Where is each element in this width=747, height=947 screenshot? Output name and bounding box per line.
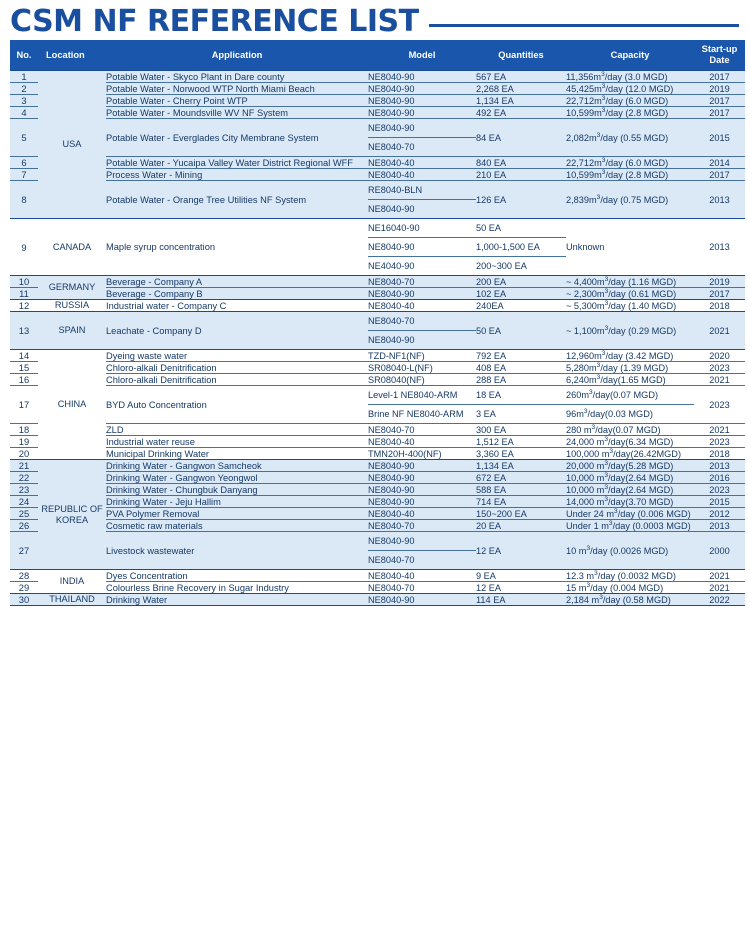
cell-no: 2	[10, 83, 38, 95]
cell-model: NE8040-70	[368, 520, 476, 532]
cell-quantities: 200 EA	[476, 276, 566, 288]
cell-application: ZLD	[106, 424, 368, 436]
cell-model	[368, 312, 476, 350]
table-row	[10, 288, 745, 300]
cell-startup-date: 2017	[694, 288, 745, 300]
cell-model: NE8040-40	[368, 436, 476, 448]
cell-quantities	[476, 386, 566, 424]
cell-capacity: Unknown	[566, 219, 694, 276]
table-row	[10, 424, 745, 436]
capacity-sub	[566, 386, 694, 423]
cell-application: Drinking Water	[106, 594, 368, 606]
cell-quantities: 1,134 EA	[476, 95, 566, 107]
cell-capacity: ~ $2,300m^3$/day (0.61 MGD)	[566, 288, 694, 300]
cell-model	[368, 532, 476, 570]
model-sub-line: Brine NF NE8040-ARM	[368, 404, 476, 423]
table-row	[10, 484, 745, 496]
quantity-sub-line: 1,000-1,500 EA	[476, 237, 566, 256]
cell-application: Chloro-alkali Denitrification	[106, 362, 368, 374]
table-body	[10, 71, 745, 606]
cell-quantities: 840 EA	[476, 157, 566, 169]
table-row	[10, 374, 745, 386]
cell-quantities: 150~200 EA	[476, 508, 566, 520]
cell-no: 5	[10, 119, 38, 157]
cell-location: REPUBLIC OF KOREA	[38, 460, 106, 570]
cell-quantities: 672 EA	[476, 472, 566, 484]
cell-application: Municipal Drinking Water	[106, 448, 368, 460]
cell-model: NE8040-40	[368, 169, 476, 181]
table-row	[10, 532, 745, 570]
column-header-model: Model	[368, 40, 476, 71]
cell-application: BYD Auto Concentration	[106, 386, 368, 424]
cell-no: 28	[10, 570, 38, 582]
cell-no: 3	[10, 95, 38, 107]
model-sub-line: RE8040-BLN	[368, 185, 423, 195]
cell-application: Potable Water - Norwood WTP North Miami Beach	[106, 83, 368, 95]
startup-label-line1: Start-up	[701, 44, 738, 55]
cell-capacity: 10 $m^3$/day (0.0026 MGD)	[566, 532, 694, 570]
cell-no: 19	[10, 436, 38, 448]
page-title-row	[0, 0, 747, 40]
cell-capacity: 10,000 $m^3/day(2.64$ MGD)	[566, 472, 694, 484]
quantity-sub	[476, 386, 566, 423]
model-sub-line: NE8040-90	[368, 330, 476, 349]
cell-no: 10	[10, 276, 38, 288]
table-row	[10, 508, 745, 520]
cell-location: THAILAND	[38, 594, 106, 606]
cell-startup-date: 2023	[694, 436, 745, 448]
cell-no: 8	[10, 181, 38, 219]
cell-model: NE8040-90	[368, 288, 476, 300]
table-row	[10, 520, 745, 532]
cell-model: TZD-NF1(NF)	[368, 350, 476, 362]
cell-no: 7	[10, 169, 38, 181]
cell-quantities: 12 EA	[476, 532, 566, 570]
cell-capacity: 14,000 $m^3/day(3.70$ MGD)	[566, 496, 694, 508]
cell-startup-date: 2021	[694, 374, 745, 386]
cell-application: Potable Water - Orange Tree Utilities NF System	[106, 181, 368, 219]
cell-startup-date: 2017	[694, 107, 745, 119]
cell-quantities: 588 EA	[476, 484, 566, 496]
cell-startup-date: 2023	[694, 386, 745, 424]
cell-startup-date: 2021	[694, 424, 745, 436]
table-row	[10, 472, 745, 484]
cell-capacity: ~ $5,300m^3$/day (1.40 MGD)	[566, 300, 694, 312]
cell-location: RUSSIA	[38, 300, 106, 312]
quantity-sub-line: 200~300 EA	[476, 256, 566, 275]
cell-capacity: ~ $4,400m^3$/day (1.16 MGD)	[566, 276, 694, 288]
table-row	[10, 582, 745, 594]
cell-quantities: 114 EA	[476, 594, 566, 606]
cell-application: Leachate - Company D	[106, 312, 368, 350]
model-sub-line: NE8040-90	[368, 237, 476, 256]
cell-startup-date: 2014	[694, 157, 745, 169]
cell-application: Drinking Water - Chungbuk Danyang	[106, 484, 368, 496]
cell-quantities: 714 EA	[476, 496, 566, 508]
cell-no: 21	[10, 460, 38, 472]
model-sub-line: NE8040-90	[368, 123, 415, 133]
cell-quantities: 2,268 EA	[476, 83, 566, 95]
cell-quantities: 408 EA	[476, 362, 566, 374]
cell-startup-date: 2017	[694, 169, 745, 181]
column-header-application: Application	[106, 40, 368, 71]
table-footer	[10, 606, 745, 607]
cell-quantities: 3,360 EA	[476, 448, 566, 460]
footer-rule	[10, 606, 745, 607]
startup-label-line2: Date	[709, 55, 730, 65]
cell-application: Potable Water - Yucaipa Valley Water District Regional WFF	[106, 157, 368, 169]
header-row	[10, 40, 745, 71]
model-sub	[368, 312, 476, 349]
quantity-sub-line: 50 EA	[476, 223, 502, 233]
cell-location: CHINA	[38, 350, 106, 460]
model-sub-line: NE4040-90	[368, 256, 476, 275]
cell-capacity: $45,425m^3$/day (12.0 MGD)	[566, 83, 694, 95]
cell-application: Industrial water - Company C	[106, 300, 368, 312]
cell-quantities: 102 EA	[476, 288, 566, 300]
cell-no: 26	[10, 520, 38, 532]
cell-capacity: 24,000 $m^3/day(6.34$ MGD)	[566, 436, 694, 448]
cell-no: 17	[10, 386, 38, 424]
cell-startup-date: 2017	[694, 71, 745, 83]
cell-capacity: 100,000 $m^3/day(26.42MGD)$	[566, 448, 694, 460]
cell-application: Potable Water - Moundsville WV NF System	[106, 107, 368, 119]
cell-startup-date: 2021	[694, 312, 745, 350]
cell-model: NE8040-40	[368, 300, 476, 312]
cell-model: SR08040-L(NF)	[368, 362, 476, 374]
cell-no: 25	[10, 508, 38, 520]
cell-model: NE8040-90	[368, 594, 476, 606]
model-sub	[368, 181, 476, 218]
cell-capacity: 20,000 $m^3/day(5.28$ MGD)	[566, 460, 694, 472]
cell-model: NE8040-90	[368, 460, 476, 472]
cell-capacity	[566, 386, 694, 424]
cell-startup-date: 2015	[694, 119, 745, 157]
cell-capacity: $6,240m^3/day(1.65$ MGD)	[566, 374, 694, 386]
model-sub-line: NE8040-70	[368, 316, 415, 326]
cell-no: 16	[10, 374, 38, 386]
model-sub	[368, 532, 476, 569]
cell-model: NE8040-90	[368, 107, 476, 119]
column-header-no: No.	[10, 40, 38, 71]
cell-startup-date: 2013	[694, 520, 745, 532]
cell-capacity: 280 $m^3/day(0.07$ MGD)	[566, 424, 694, 436]
cell-model: NE8040-90	[368, 95, 476, 107]
cell-startup-date: 2017	[694, 95, 745, 107]
capacity-sub-line: $260m^3/day(0.07$ MGD)	[566, 388, 659, 400]
cell-model: SR08040(NF)	[368, 374, 476, 386]
cell-location: GERMANY	[38, 276, 106, 300]
reference-table	[10, 40, 745, 606]
cell-quantities: 126 EA	[476, 181, 566, 219]
cell-startup-date: 2013	[694, 460, 745, 472]
cell-no: 4	[10, 107, 38, 119]
cell-quantities: 50 EA	[476, 312, 566, 350]
table-row	[10, 436, 745, 448]
cell-startup-date: 2019	[694, 276, 745, 288]
cell-quantities: 300 EA	[476, 424, 566, 436]
cell-startup-date: 2022	[694, 594, 745, 606]
cell-quantities: 492 EA	[476, 107, 566, 119]
table-row	[10, 300, 745, 312]
quantity-sub-line: 3 EA	[476, 404, 566, 423]
model-sub-line: NE8040-70	[368, 550, 476, 569]
cell-no: 24	[10, 496, 38, 508]
cell-no: 11	[10, 288, 38, 300]
cell-model	[368, 219, 476, 276]
cell-capacity: Under 24 $m^3$/day (0.006 MGD)	[566, 508, 694, 520]
cell-startup-date: 2018	[694, 448, 745, 460]
cell-capacity: ~ $1,100m^3$/day (0.29 MGD)	[566, 312, 694, 350]
table-row	[10, 157, 745, 169]
table-row	[10, 496, 745, 508]
cell-no: 18	[10, 424, 38, 436]
cell-model: NE8040-90	[368, 484, 476, 496]
cell-location: CANADA	[38, 219, 106, 276]
cell-model: NE8040-70	[368, 276, 476, 288]
table-row	[10, 350, 745, 362]
cell-location: INDIA	[38, 570, 106, 594]
cell-startup-date: 2018	[694, 300, 745, 312]
cell-application: Potable Water - Skyco Plant in Dare county	[106, 71, 368, 83]
model-sub	[368, 219, 476, 275]
cell-location: SPAIN	[38, 312, 106, 350]
cell-quantities: 567 EA	[476, 71, 566, 83]
cell-location: USA	[38, 71, 106, 219]
cell-capacity: $11,356m^3$/day (3.0 MGD)	[566, 71, 694, 83]
table-row	[10, 594, 745, 606]
cell-capacity: 10,000 $m^3/day(2.64$ MGD)	[566, 484, 694, 496]
cell-startup-date: 2000	[694, 532, 745, 570]
cell-quantities: 1,134 EA	[476, 460, 566, 472]
cell-application: Beverage - Company B	[106, 288, 368, 300]
capacity-sub-line: $96m^3/day(0.03$ MGD)	[566, 404, 694, 423]
table-row	[10, 71, 745, 83]
cell-capacity: Under 1 $m^3$/day (0.0003 MGD)	[566, 520, 694, 532]
cell-capacity: $10,599m^3$/day (2.8 MGD)	[566, 107, 694, 119]
table-row	[10, 107, 745, 119]
table-header	[10, 40, 745, 71]
cell-startup-date: 2020	[694, 350, 745, 362]
page-title: CSM NF REFERENCE LIST	[10, 4, 419, 39]
model-sub-line: Level-1 NE8040-ARM	[368, 390, 458, 400]
cell-application: PVA Polymer Removal	[106, 508, 368, 520]
column-header-startup-date	[694, 40, 745, 71]
cell-capacity: 2,184 $m^3$/day (0.58 MGD)	[566, 594, 694, 606]
cell-quantities: 20 EA	[476, 520, 566, 532]
cell-application: Dyeing waste water	[106, 350, 368, 362]
cell-no: 9	[10, 219, 38, 276]
cell-startup-date: 2016	[694, 472, 745, 484]
cell-application: Beverage - Company A	[106, 276, 368, 288]
table-row	[10, 460, 745, 472]
cell-capacity: $22,712m^3$/day (6.0 MGD)	[566, 157, 694, 169]
model-sub-line: NE8040-70	[368, 137, 476, 156]
cell-startup-date: 2015	[694, 496, 745, 508]
cell-model: NE8040-40	[368, 570, 476, 582]
table-row	[10, 119, 745, 157]
cell-no: 12	[10, 300, 38, 312]
cell-quantities: 792 EA	[476, 350, 566, 362]
table-row	[10, 386, 745, 424]
cell-quantities: 84 EA	[476, 119, 566, 157]
table-row	[10, 219, 745, 276]
cell-model	[368, 181, 476, 219]
cell-model: NE8040-40	[368, 157, 476, 169]
cell-startup-date: 2013	[694, 181, 745, 219]
column-header-capacity: Capacity	[566, 40, 694, 71]
cell-application: Potable Water - Cherry Point WTP	[106, 95, 368, 107]
cell-no: 30	[10, 594, 38, 606]
cell-capacity: $5,280m^3$/day (1.39 MGD)	[566, 362, 694, 374]
cell-model: NE8040-90	[368, 472, 476, 484]
cell-quantities	[476, 219, 566, 276]
cell-startup-date: 2013	[694, 219, 745, 276]
cell-capacity: $12,960m^3$/day (3.42 MGD)	[566, 350, 694, 362]
cell-startup-date: 2021	[694, 582, 745, 594]
model-sub	[368, 119, 476, 156]
cell-application: Drinking Water - Gangwon Samcheok	[106, 460, 368, 472]
cell-no: 14	[10, 350, 38, 362]
cell-application: Potable Water - Everglades City Membrane System	[106, 119, 368, 157]
cell-capacity: 12.3 $m^3$/day (0.0032 MGD)	[566, 570, 694, 582]
table-row	[10, 448, 745, 460]
cell-application: Livestock wastewater	[106, 532, 368, 570]
cell-capacity: $10,599m^3$/day (2.8 MGD)	[566, 169, 694, 181]
cell-model	[368, 386, 476, 424]
column-header-location: Location	[38, 40, 106, 71]
cell-application: Industrial water reuse	[106, 436, 368, 448]
column-header-quantities: Quantities	[476, 40, 566, 71]
cell-model: NE8040-90	[368, 71, 476, 83]
model-sub-line: NE8040-90	[368, 536, 415, 546]
table-row	[10, 95, 745, 107]
cell-no: 13	[10, 312, 38, 350]
cell-quantities: 210 EA	[476, 169, 566, 181]
cell-model: NE8040-90	[368, 496, 476, 508]
cell-capacity: $2,839m^3$/day (0.75 MGD)	[566, 181, 694, 219]
model-sub-line: NE8040-90	[368, 199, 476, 218]
table-row	[10, 312, 745, 350]
cell-quantities: 12 EA	[476, 582, 566, 594]
cell-no: 22	[10, 472, 38, 484]
cell-startup-date: 2019	[694, 83, 745, 95]
model-sub-line: NE16040-90	[368, 223, 420, 233]
cell-capacity: $2,082m^3$/day (0.55 MGD)	[566, 119, 694, 157]
model-sub	[368, 386, 476, 423]
cell-capacity: $22,712m^3$/day (6.0 MGD)	[566, 95, 694, 107]
cell-model: NE8040-90	[368, 83, 476, 95]
cell-quantities: 288 EA	[476, 374, 566, 386]
cell-no: 27	[10, 532, 38, 570]
table-row	[10, 181, 745, 219]
cell-no: 29	[10, 582, 38, 594]
title-rule	[429, 24, 739, 27]
cell-startup-date: 2023	[694, 362, 745, 374]
cell-no: 6	[10, 157, 38, 169]
cell-no: 1	[10, 71, 38, 83]
table-row	[10, 169, 745, 181]
cell-model: TMN20H-400(NF)	[368, 448, 476, 460]
cell-application: Process Water - Mining	[106, 169, 368, 181]
quantity-sub	[476, 219, 566, 275]
cell-quantities: 9 EA	[476, 570, 566, 582]
table-row	[10, 570, 745, 582]
cell-model: NE8040-70	[368, 582, 476, 594]
cell-startup-date: 2021	[694, 570, 745, 582]
cell-model	[368, 119, 476, 157]
cell-application: Drinking Water - Jeju Hallim	[106, 496, 368, 508]
cell-quantities: 1,512 EA	[476, 436, 566, 448]
footer-rule-row	[10, 606, 745, 607]
cell-capacity: 15 $m^3$/day (0.004 MGD)	[566, 582, 694, 594]
table-row	[10, 362, 745, 374]
cell-no: 20	[10, 448, 38, 460]
quantity-sub-line: 18 EA	[476, 390, 502, 400]
cell-application: Colourless Brine Recovery in Sugar Industry	[106, 582, 368, 594]
cell-no: 23	[10, 484, 38, 496]
cell-startup-date: 2012	[694, 508, 745, 520]
cell-application: Chloro-alkali Denitrification	[106, 374, 368, 386]
cell-startup-date: 2023	[694, 484, 745, 496]
table-row	[10, 83, 745, 95]
cell-application: Drinking Water - Gangwon Yeongwol	[106, 472, 368, 484]
cell-quantities: 240EA	[476, 300, 566, 312]
cell-model: NE8040-40	[368, 508, 476, 520]
cell-model: NE8040-70	[368, 424, 476, 436]
cell-application: Cosmetic raw materials	[106, 520, 368, 532]
cell-no: 15	[10, 362, 38, 374]
cell-application: Dyes Concentration	[106, 570, 368, 582]
cell-application: Maple syrup concentration	[106, 219, 368, 276]
table-row	[10, 276, 745, 288]
